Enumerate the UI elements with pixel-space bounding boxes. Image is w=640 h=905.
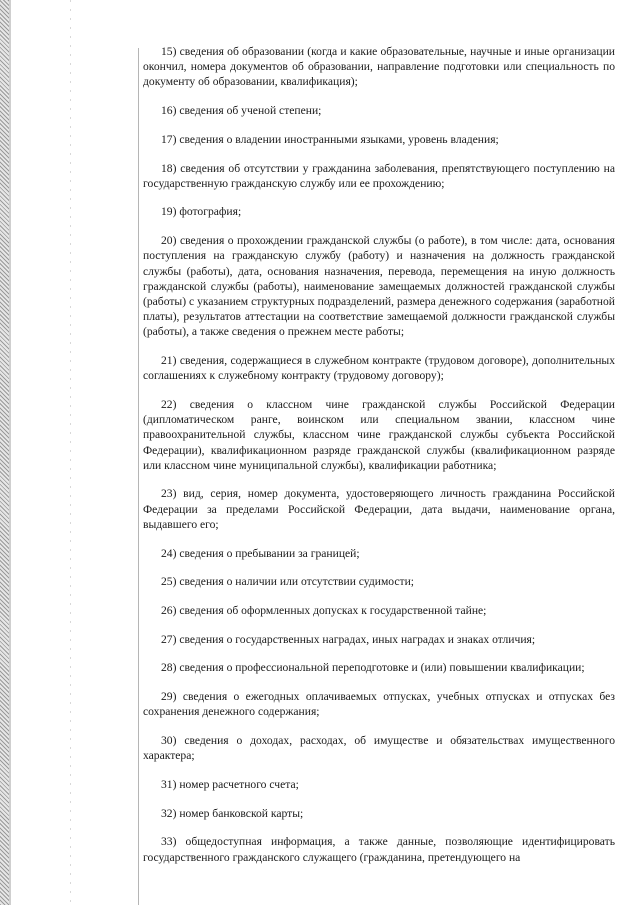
list-item-18: 18) сведения об отсутствии у гражданина заболевания, препятствующего поступлению на государственную гражданскую службу или ее прохождению; (143, 161, 615, 190)
scan-binding-edge (0, 0, 9, 905)
list-item-20: 20) сведения о прохождении гражданской службы (о работе), в том числе: дата, основания поступления на гражданскую службу (работу) и назначения на должность гражданской службы (работы), дата, основания назначения, перевода, перемещения на иную должность гражданской службы (работы), наименование замещаемых должностей гражданской службы (работы) с указанием структурных подразделений, размера денежного содержания (заработной платы), результатов аттестации на соответствие замещаемой должности гражданской службы (работы), а также сведения о прежнем месте работы; (143, 234, 615, 339)
list-item-22: 22) сведения о классном чине гражданской службы Российской Федерации (дипломатическом ранге, воинском или специальном звании, классном чине правоохранительной службы, классном чине гражданской службы субъекта Российской Федерации), квалификационном разряде гражданской службы (квалификационном разряде или классном чине муниципальной службы), квалификации работника; (143, 397, 615, 472)
list-item-25: 25) сведения о наличии или отсутствии судимости; (161, 575, 415, 589)
list-item-23: 23) вид, серия, номер документа, удостоверяющего личность гражданина Российской Федерации за пределами Российской Федерации, дата выдачи, наименование органа, выдавшего его; (143, 487, 615, 531)
list-item-32: 32) номер банковской карты; (161, 806, 304, 820)
list-item-30: 30) сведения о доходах, расходах, об имуществе и обязательствах имущественного характера; (143, 734, 615, 763)
document-body (143, 44, 615, 878)
scan-artifact-line (70, 0, 71, 905)
list-item-33: 33) общедоступная информация, а также данные, позволяющие идентифицировать государственного гражданского служащего (гражданина, претендующего на (143, 835, 615, 864)
margin-rule (138, 48, 139, 905)
list-item-27: 27) сведения о государственных наградах, иных наградах и знаках отличия; (161, 632, 536, 646)
list-item-19: 19) фотография; (161, 205, 242, 219)
list-item-29: 29) сведения о ежегодных оплачиваемых отпусках, учебных отпусках и отпусках без сохранения денежного содержания; (143, 690, 615, 719)
list-item-21: 21) сведения, содержащиеся в служебном контракте (трудовом договоре), дополнительных соглашениях к служебному контракту (трудовому договору); (143, 354, 615, 383)
list-item-31: 31) номер расчетного счета; (161, 777, 299, 791)
list-item-28: 28) сведения о профессиональной переподготовке и (или) повышении квалификации; (161, 661, 585, 675)
list-item-26: 26) сведения об оформленных допусках к государственной тайне; (161, 603, 487, 617)
list-item-24: 24) сведения о пребывании за границей; (161, 546, 360, 560)
list-item-15: 15) сведения об образовании (когда и какие образовательные, научные и иные организации окончил, номера документов об образовании, направление подготовки или специальность по документу об образовании, квалификация); (143, 45, 615, 89)
list-item-17: 17) сведения о владении иностранными языками, уровень владения; (161, 132, 499, 146)
list-item-16: 16) сведения об ученой степени; (161, 104, 322, 118)
scan-edge-shadow (9, 0, 11, 905)
